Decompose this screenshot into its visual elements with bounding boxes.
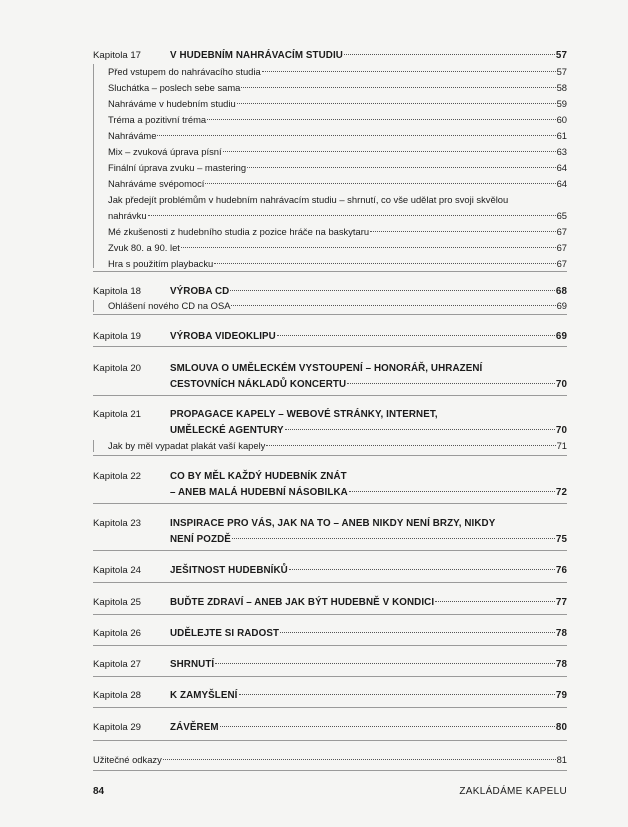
section-divider [93,271,567,272]
chapter-label: Kapitola 23 [93,518,142,529]
toc-subentry-multiline[interactable]: Jak předejít problémům v hudebním nahrávacím studiu – shrnutí, co vše udělat pro svoji skvělou [108,194,509,205]
toc-subentry[interactable]: Jak by měl vypadat plakát vaší kapely 71 [108,440,567,451]
section-divider [93,676,567,677]
toc-entry-chapter-29[interactable] [0,720,628,736]
chapter-label: Kapitola 20 [93,363,142,374]
toc-entry-chapter-19[interactable] [0,329,628,345]
toc-entry-chapter-20[interactable] [0,361,628,377]
chapter-label: Kapitola 24 [93,565,142,576]
page-number: 76 [555,565,567,576]
chapter-title-line2: UMĚLECKÉ AGENTURY [170,425,284,436]
page-number: 69 [555,331,567,342]
chapter-label: Kapitola 21 [93,409,142,420]
page-number: 70 [555,379,567,390]
toc-subentry[interactable]: Sluchátka – poslech sebe sama 58 [108,82,567,93]
section-divider [93,614,567,615]
chapter-title: JEŠITNOST HUDEBNÍKŮ [170,565,288,576]
section-divider [93,707,567,708]
page-number: 68 [555,286,567,297]
section-divider [93,395,567,396]
chapter-title-line2: CESTOVNÍCH NÁKLADŮ KONCERTU [170,379,347,390]
chapter-title-line2: – ANEB MALÁ HUDEBNÍ NÁSOBILKA [170,487,348,498]
section-divider [93,455,567,456]
toc-entry-chapter-23-cont[interactable] [0,532,628,548]
page-number: 70 [555,425,567,436]
toc-entry-chapter-27[interactable] [0,657,628,673]
toc-subentry[interactable]: Nahráváme 61 [108,130,567,141]
section-divider [93,582,567,583]
chapter-title: VÝROBA CD [170,286,230,297]
toc-entry-chapter-23[interactable] [0,516,628,532]
chapter-title-line1: CO BY MĚL KAŽDÝ HUDEBNÍK ZNÁT [170,471,347,482]
chapter-title-line1: SMLOUVA O UMĚLECKÉM VYSTOUPENÍ – HONORÁŘ, UHRAZENÍ [170,363,483,374]
running-title: ZAKLÁDÁME KAPELU [459,786,567,797]
page-number: 77 [555,597,567,608]
chapter-label: Kapitola 27 [93,659,142,670]
page-number: 72 [555,487,567,498]
toc-entry-chapter-24[interactable] [0,563,628,579]
section-divider [93,740,567,741]
chapter-title-line1: INSPIRACE PRO VÁS, JAK NA TO – ANEB NIKDY NENÍ BRZY, NIKDY [170,518,496,529]
chapter-label: Kapitola 18 [93,286,142,297]
toc-entry-chapter-25[interactable] [0,595,628,611]
page-number: 80 [555,722,567,733]
chapter-title: UDĚLEJTE SI RADOST [170,628,280,639]
chapter-title-line1: PROPAGACE KAPELY – WEBOVÉ STRÁNKY, INTERNET, [170,409,438,420]
section-divider [93,314,567,315]
chapter-title: K ZAMYŠLENÍ [170,690,238,701]
page-number: 75 [555,534,567,545]
toc-entry-chapter-28[interactable] [0,688,628,704]
toc-subentry[interactable]: Mix – zvuková úprava písní 63 [108,146,567,157]
toc-subentry-multiline-cont[interactable]: nahrávku 65 [108,210,567,221]
page-number: 79 [555,690,567,701]
section-divider [93,346,567,347]
section-divider [93,770,567,771]
toc-subentry[interactable]: Tréma a pozitivní tréma 60 [108,114,567,125]
page-number: 78 [555,628,567,639]
chapter-title: BUĎTE ZDRAVÍ – ANEB JAK BÝT HUDEBNĚ V KONDICI [170,597,435,608]
section-divider [93,645,567,646]
chapter-label: Kapitola 19 [93,331,142,342]
chapter-title: SHRNUTÍ [170,659,215,670]
toc-subentry[interactable]: Ohlášení nového CD na OSA 69 [108,300,567,311]
chapter-label: Kapitola 25 [93,597,142,608]
toc-subentry[interactable]: Mé zkušenosti z hudebního studia z pozice hráče na baskytaru 67 [108,226,567,237]
toc-entry-chapter-20-cont[interactable] [0,377,628,393]
toc-entry-chapter-17[interactable] [0,48,628,64]
toc-entry-useful-links[interactable] [0,752,628,768]
chapter-title: V HUDEBNÍM NAHRÁVACÍM STUDIU [170,50,343,61]
page-number-footer: 84 [93,786,105,797]
chapter-label: Kapitola 29 [93,722,142,733]
chapter-title-line2: NENÍ POZDĚ [170,534,231,545]
page-number: 57 [555,50,567,61]
toc-entry-chapter-21-cont[interactable] [0,423,628,439]
toc-subentry[interactable]: Hra s použitím playbacku 67 [108,258,567,269]
toc-subentry[interactable]: Před vstupem do nahrávacího studia 57 [108,66,567,77]
toc-entry-chapter-22[interactable] [0,469,628,485]
toc-subentry[interactable]: Nahráváme svépomocí 64 [108,178,567,189]
chapter-label: Kapitola 17 [93,50,142,61]
page-number: 78 [555,659,567,670]
chapter-label: Kapitola 28 [93,690,142,701]
toc-entry-chapter-26[interactable] [0,626,628,642]
section-divider [93,550,567,551]
toc-entry-chapter-22-cont[interactable] [0,485,628,501]
page-number: 81 [556,754,567,765]
toc-subentry[interactable]: Zvuk 80. a 90. let 67 [108,242,567,253]
chapter-label: Kapitola 22 [93,471,142,482]
chapter-label: Kapitola 26 [93,628,142,639]
section-divider [93,503,567,504]
toc-entry-chapter-21[interactable] [0,407,628,423]
toc-subentry[interactable]: Nahráváme v hudebním studiu 59 [108,98,567,109]
toc-subentry[interactable]: Finální úprava zvuku – mastering 64 [108,162,567,173]
chapter-title: VÝROBA VIDEOKLIPU [170,331,276,342]
chapter-title: ZÁVĚREM [170,722,219,733]
entry-title: Užitečné odkazy [93,754,162,765]
